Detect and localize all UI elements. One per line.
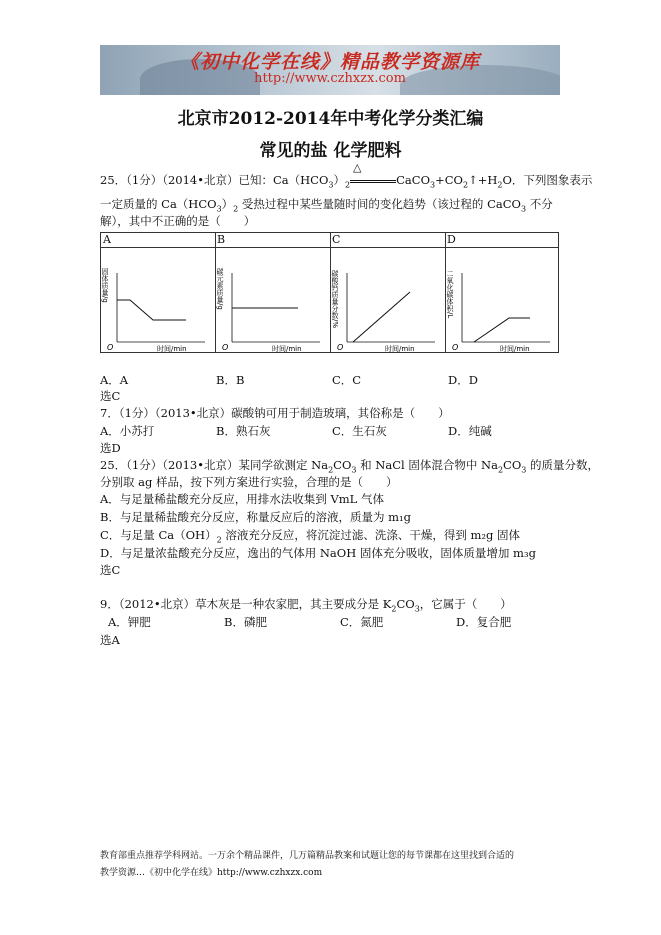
graph-d-ylabel: 二氧化碳体积/L <box>446 270 454 319</box>
cell-label-c: C <box>332 233 341 246</box>
q1-option-c[interactable]: C．C <box>332 373 362 387</box>
q2-answer: 选D <box>100 441 121 455</box>
q3-line2: 分别取 ag 样品，按下列方案进行实验，合理的是（ ） <box>100 475 398 489</box>
graph-b-ylabel: 碳元素质量/g <box>216 268 224 310</box>
cell-label-b: B <box>217 233 226 246</box>
graph-b <box>216 248 330 353</box>
q3-line1: 25．（1分）（2013•北京）某同学欲测定 $Na_2CO_3$ 和 NaCl 固体混合物中 $Na_2CO_3$ 的质量分数， <box>100 458 600 475</box>
q3-option-a[interactable]: A．与足量稀盐酸充分反应，用排水法收集到 VmL 气体 <box>100 492 384 506</box>
graph-a <box>101 248 215 353</box>
q3-answer: 选C <box>100 563 121 577</box>
q1-option-b[interactable]: B．B <box>216 373 245 387</box>
graph-d-origin: O <box>452 343 459 352</box>
q4-option-a[interactable]: A．钾肥 <box>108 615 151 629</box>
q2-option-d[interactable]: D．纯碱 <box>448 424 492 438</box>
footer-line1: 教育部重点推荐学科网站。一万余个精品课件，几万篇精品教案和试题让您的每节课都在这里找到合适的 <box>100 851 515 861</box>
graph-c-ylabel: 碳酸钙质量分数/% <box>331 270 339 329</box>
graph-a-xlabel: 时间/min <box>157 345 187 353</box>
q4-answer: 选A <box>100 633 120 647</box>
graph-c-origin: O <box>337 343 344 352</box>
q2-stem: 7．（1分）（2013•北京）碳酸钠可用于制造玻璃，其俗称是（ ） <box>100 406 450 420</box>
q2-option-c[interactable]: C．生石灰 <box>332 424 387 438</box>
cell-label-d: D <box>447 233 456 246</box>
q1-answer: 选C <box>100 389 121 403</box>
page-title: 北京市2012-2014年中考化学分类汇编 <box>177 109 484 129</box>
banner-title: 《初中化学在线》精品教学资源库 <box>179 51 480 73</box>
banner-url[interactable]: http://www.czhxzx.com <box>254 71 406 86</box>
q3-option-b[interactable]: B．与足量稀盐酸充分反应，称量反应后的溶液，质量为 m₁g <box>100 510 411 524</box>
q4-option-c[interactable]: C．氮肥 <box>340 615 384 629</box>
graph-a-origin: O <box>107 343 114 352</box>
q4-option-b[interactable]: B．磷肥 <box>224 615 267 629</box>
cell-label-a: A <box>103 233 111 246</box>
graph-table <box>100 232 559 353</box>
graph-a-ylabel: 固体质量/g <box>101 268 109 303</box>
q2-option-a[interactable]: A．小苏打 <box>100 424 155 438</box>
heat-symbol: △ <box>353 161 362 174</box>
q3-option-d[interactable]: D．与足量浓盐酸充分反应，逸出的气体用 NaOH 固体充分吸收，固体质量增加 m₃g <box>100 546 536 560</box>
graph-d-xlabel: 时间/min <box>500 345 530 353</box>
graph-b-origin: O <box>222 343 229 352</box>
q4-stem: 9．（2012•北京）草木灰是一种农家肥，其主要成分是 $K_2CO_3$，它属于（ ） <box>100 597 512 614</box>
q1-option-d[interactable]: D．D <box>448 373 478 387</box>
q2-option-b[interactable]: B．熟石灰 <box>216 424 271 438</box>
page-subtitle: 常见的盐 化学肥料 <box>259 141 402 161</box>
graph-b-xlabel: 时间/min <box>272 345 302 353</box>
q1-option-a[interactable]: A．A <box>100 373 129 387</box>
footer-line2[interactable]: 教学资源…《初中化学在线》http://www.czhxzx.com <box>100 868 323 878</box>
q3-option-c[interactable]: C．与足量 $Ca(OH)_2$ 溶液充分反应，将沉淀过滤、洗涤、干燥，得到 m₂g 固体 <box>100 528 521 545</box>
q4-option-d[interactable]: D．复合肥 <box>456 615 512 629</box>
graph-d <box>446 248 560 353</box>
q1-line1: 25．（1分）（2014•北京）已知：$Ca(HCO_3)_2$ $CaCO_3+CO_2↑+H_2O$．下列图象表示 <box>100 173 593 190</box>
q1-line2: 一定质量的 $Ca(HCO_3)_2$ 受热过程中某些量随时间的变化趋势（该过程的 CaCO$_3$ 不分 <box>100 197 553 214</box>
q1-line3: 解），其中不正确的是（ ） <box>100 214 256 228</box>
graph-c <box>331 248 445 353</box>
graph-c-xlabel: 时间/min <box>385 345 415 353</box>
header-banner <box>100 45 560 95</box>
